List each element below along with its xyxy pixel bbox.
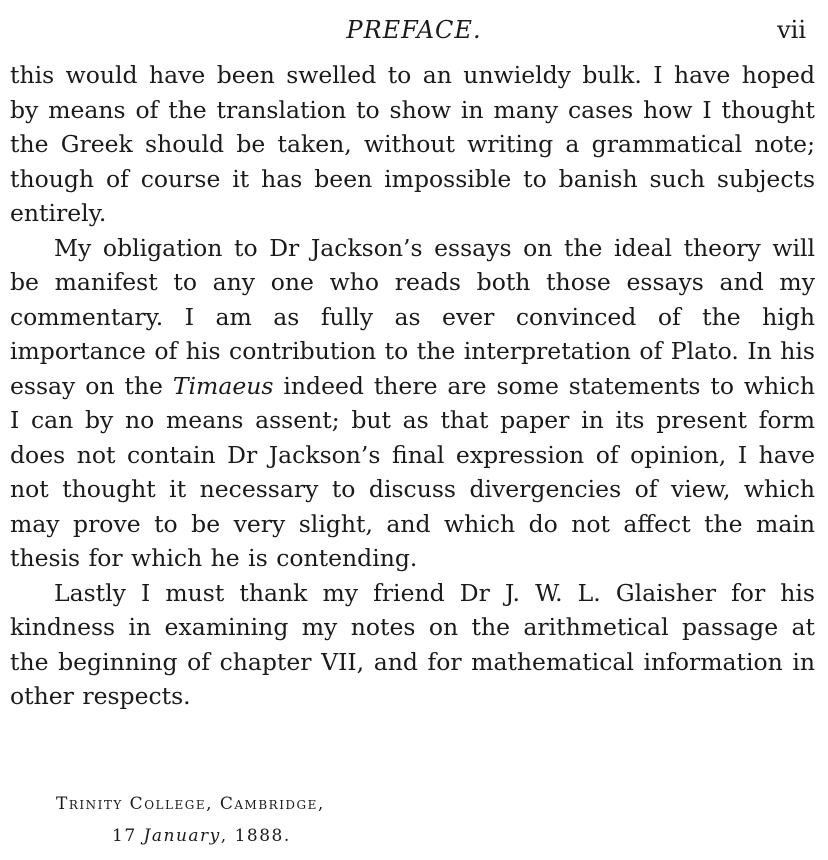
signature-place: Trinity College, Cambridge, bbox=[56, 794, 325, 814]
preface-body bbox=[10, 58, 815, 714]
paragraph-3: Lastly I must thank my friend Dr J. W. L. Glaisher for his kindness in examining my notes on the arithmetical passage at the beginning of chapter VII, and for mathematical information in other respects. bbox=[10, 578, 815, 710]
paragraph-1: this would have been swelled to an unwieldy bulk. I have hoped by means of the translation to show in many cases how I thought the Greek should be taken, without writing a grammatical note; though of course it has been impossible to banish such subjects entirely. bbox=[10, 61, 815, 227]
running-title: PREFACE. bbox=[346, 16, 482, 44]
signature-year: , 1888. bbox=[220, 826, 291, 846]
paragraph-2-text-b: indeed there are some statements to which I can by no means assent; but as that paper in its present form does not contain Dr Jackson’s final expression of opinion, I have not thought it necessary to discuss divergencies of view, which may prove to be very slight, and which do not affect the main thesis for which he is contending. bbox=[10, 371, 815, 572]
signature-block bbox=[56, 788, 325, 852]
signature-day: 17 bbox=[112, 826, 137, 846]
signature-month: January bbox=[143, 826, 221, 846]
page-header bbox=[0, 12, 828, 48]
paragraph-2-text-a: My obligation to Dr Jackson’s essays on the ideal theory will be manifest to any one who reads both those essays and my commentary. I am as fully as ever convinced of the high importance of his contribution to the interpretation of Plato. In his essay on the bbox=[10, 233, 815, 400]
timaeus-title: Timaeus bbox=[172, 371, 274, 400]
page-number: vii bbox=[777, 16, 806, 44]
paragraph-2 bbox=[10, 231, 815, 576]
signature-date bbox=[56, 820, 325, 852]
